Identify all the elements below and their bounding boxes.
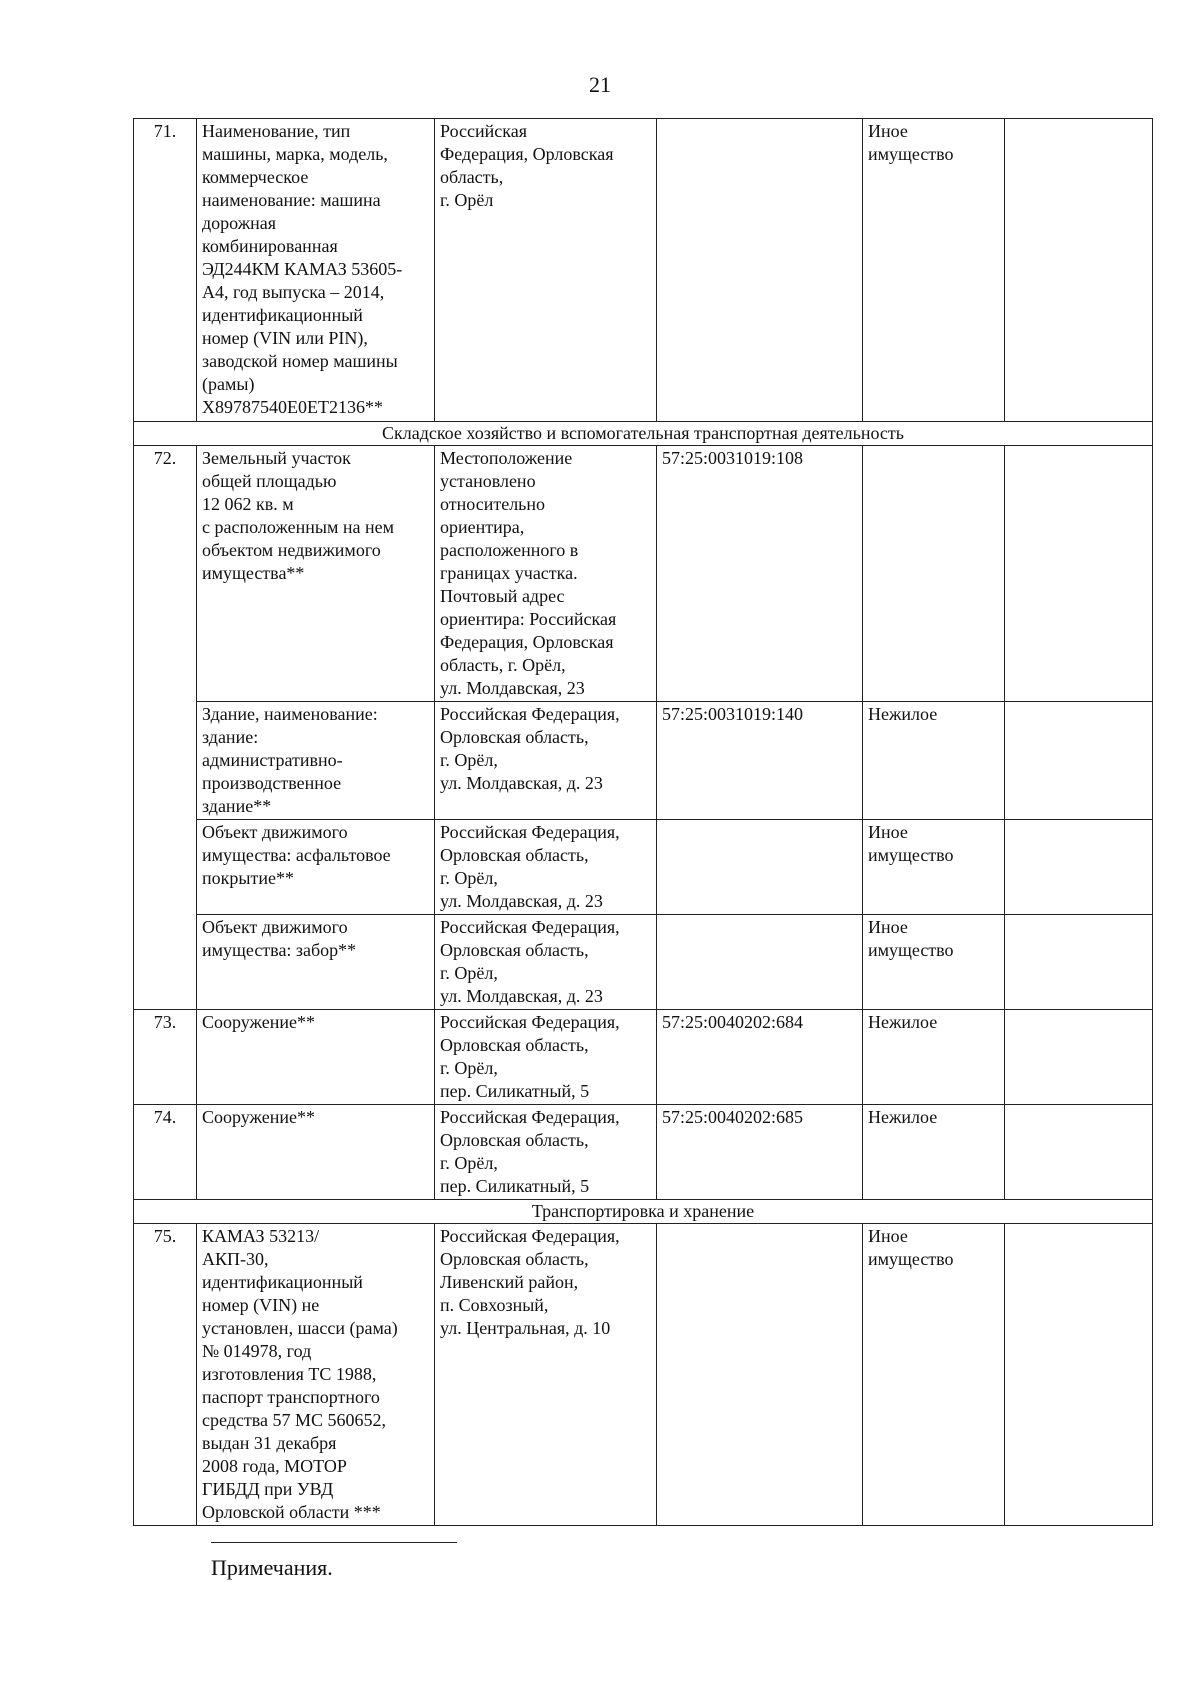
extra-cell [1005,915,1153,1010]
location-cell: Российская Федерация, Орловская область, г. Орёл, пер. Силикатный, 5 [435,1010,657,1105]
extra-cell [1005,1010,1153,1105]
cadastral-number-cell [657,820,863,915]
location-cell: Российская Федерация, Орловская область, г. Орёл [435,119,657,422]
row-number: 75. [134,1224,197,1526]
property-type-cell: Нежилое [863,1105,1005,1200]
property-type-cell [863,446,1005,702]
table-row [134,1224,1153,1526]
property-type-cell: Нежилое [863,1010,1005,1105]
table-row [134,820,1153,915]
cadastral-number-cell: 57:25:0031019:108 [657,446,863,702]
property-name-cell: Сооружение** [197,1010,435,1105]
extra-cell [1005,446,1153,702]
extra-cell [1005,119,1153,422]
row-number: 72. [134,446,197,1010]
table-row [134,119,1153,422]
location-cell: Российская Федерация, Орловская область, г. Орёл, ул. Молдавская, д. 23 [435,820,657,915]
table-row [134,1010,1153,1105]
location-cell: Местоположение установлено относительно ориентира, расположенного в границах участка. Почтовый адрес ориентира: Российская Федерация, Орловская область, г. Орёл, ул. Молдавская, 23 [435,446,657,702]
property-type-cell: Нежилое [863,702,1005,820]
property-name-cell: Здание, наименование: здание: административно- производственное здание** [197,702,435,820]
property-name-cell: КАМАЗ 53213/ АКП-30, идентификационный номер (VIN) не установлен, шасси (рама) № 014978, год изготовления ТС 1988, паспорт транспортного средства 57 МС 560652, выдан 31 декабря 2008 года, МОТОР ГИБДД при УВД Орловской области *** [197,1224,435,1526]
extra-cell [1005,1224,1153,1526]
cadastral-number-cell [657,119,863,422]
extra-cell [1005,702,1153,820]
cadastral-number-cell: 57:25:0040202:684 [657,1010,863,1105]
property-name-cell: Объект движимого имущества: забор** [197,915,435,1010]
section-heading: Транспортировка и хранение [134,1200,1153,1224]
cadastral-number-cell: 57:25:0040202:685 [657,1105,863,1200]
property-registry-table [133,118,1153,1526]
location-cell: Российская Федерация, Орловская область, Ливенский район, п. Совхозный, ул. Центральная, д. 10 [435,1224,657,1526]
cadastral-number-cell [657,1224,863,1526]
cadastral-number-cell: 57:25:0031019:140 [657,702,863,820]
table-row [134,1105,1153,1200]
table-row [134,702,1153,820]
row-number: 74. [134,1105,197,1200]
page-number: 21 [589,72,611,97]
extra-cell [1005,820,1153,915]
property-name-cell: Объект движимого имущества: асфальтовое покрытие** [197,820,435,915]
property-type-cell: Иное имущество [863,119,1005,422]
property-type-cell: Иное имущество [863,915,1005,1010]
notes-heading: Примечания. [211,1555,333,1580]
location-cell: Российская Федерация, Орловская область, г. Орёл, пер. Силикатный, 5 [435,1105,657,1200]
section-heading: Складское хозяйство и вспомогательная транспортная деятельность [134,422,1153,446]
section-row [134,422,1153,446]
property-name-cell: Земельный участок общей площадью 12 062 кв. м с расположенным на нем объектом недвижимого имущества** [197,446,435,702]
location-cell: Российская Федерация, Орловская область, г. Орёл, ул. Молдавская, д. 23 [435,702,657,820]
cadastral-number-cell [657,915,863,1010]
property-type-cell: Иное имущество [863,820,1005,915]
table-row [134,446,1153,702]
section-row [134,1200,1153,1224]
extra-cell [1005,1105,1153,1200]
property-name-cell: Наименование, тип машины, марка, модель, коммерческое наименование: машина дорожная комбинированная ЭД244КМ КАМАЗ 53605- А4, год выпуска – 2014, идентификационный номер (VIN или PIN), заводской номер машины (рамы) X89787540E0ET2136** [197,119,435,422]
property-name-cell: Сооружение** [197,1105,435,1200]
property-type-cell: Иное имущество [863,1224,1005,1526]
row-number: 73. [134,1010,197,1105]
location-cell: Российская Федерация, Орловская область, г. Орёл, ул. Молдавская, д. 23 [435,915,657,1010]
notes-divider [211,1542,457,1543]
table-row [134,915,1153,1010]
row-number: 71. [134,119,197,422]
